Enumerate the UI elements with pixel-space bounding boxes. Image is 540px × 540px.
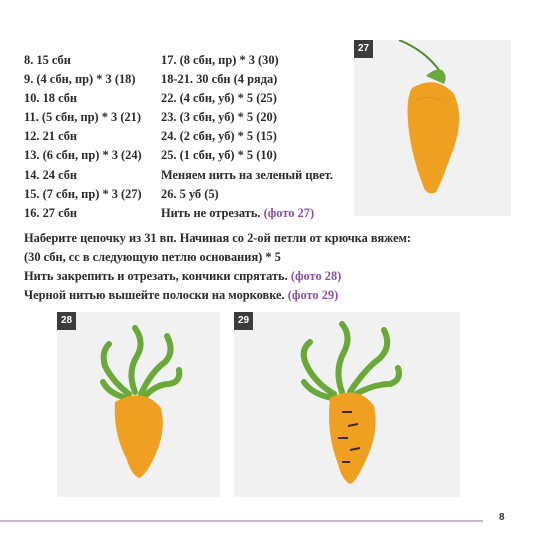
pattern-row: 25. (1 сбн, уб) * 5 (10): [161, 148, 277, 163]
instruction-line: [24, 286, 411, 305]
photo-number-badge: 27: [354, 40, 373, 58]
pattern-row: 8. 15 сбн: [24, 53, 71, 67]
instruction-text: Черной нитью вышейте полоски на морковке.: [24, 288, 285, 302]
pattern-row: 15. (7 сбн, пр) * 3 (27): [24, 186, 142, 201]
pattern-row: 9. (4 сбн, пр) * 3 (18): [24, 72, 136, 87]
photo-27: [354, 40, 511, 216]
pattern-row-last: [161, 204, 333, 223]
pattern-row: Меняем нить на зеленый цвет.: [161, 167, 333, 182]
instruction-text: Нить закрепить и отрезать, кончики спрятать.: [24, 269, 288, 283]
instruction-line: (30 сбн, сс в следующую петлю основания) * 5: [24, 250, 281, 264]
photo-number-badge: 28: [57, 312, 76, 330]
footer-divider: [0, 520, 483, 522]
pattern-row: 22. (4 сбн, уб) * 5 (25): [161, 91, 277, 106]
pattern-rows-left: [24, 51, 142, 223]
photo-reference-link[interactable]: (фото 27): [263, 205, 315, 220]
photo-reference-link[interactable]: (фото 28): [290, 269, 342, 283]
pattern-row: 16. 27 сбн: [24, 205, 78, 220]
pattern-row: 17. (8 сбн, пр) * 3 (30): [161, 53, 279, 67]
pattern-row: 24. (2 сбн, уб) * 5 (15): [161, 129, 277, 144]
pattern-row: 14. 24 сбн: [24, 167, 78, 182]
pattern-row: 26. 5 уб (5): [161, 186, 219, 201]
pattern-row: 10. 18 сбн: [24, 91, 78, 106]
carrot-with-leaves-image: [57, 312, 220, 497]
pattern-row: 18-21. 30 сбн (4 ряда): [161, 72, 278, 87]
instructions-paragraph: [24, 229, 411, 305]
photo-number-badge: 29: [234, 312, 253, 330]
instruction-line: [24, 267, 411, 286]
photo-reference-link[interactable]: (фото 29): [287, 288, 339, 302]
pattern-row: 12. 21 сбн: [24, 129, 78, 144]
instruction-text: Нить не отрезать.: [161, 205, 261, 220]
instruction-line: Наберите цепочку из 31 вп. Начиная со 2-ой петли от крючка вяжем:: [24, 231, 412, 245]
page-number: 8: [499, 512, 505, 523]
pattern-row: 11. (5 сбн, пр) * 3 (21): [24, 110, 141, 125]
photo-29: [234, 312, 460, 497]
photo-28: [57, 312, 220, 497]
pattern-rows-right: [161, 51, 333, 223]
carrot-with-stripes-image: [234, 312, 460, 497]
pattern-row: 13. (6 сбн, пр) * 3 (24): [24, 148, 142, 163]
carrot-image: [354, 40, 511, 216]
pattern-row: 23. (3 сбн, уб) * 5 (20): [161, 110, 277, 125]
